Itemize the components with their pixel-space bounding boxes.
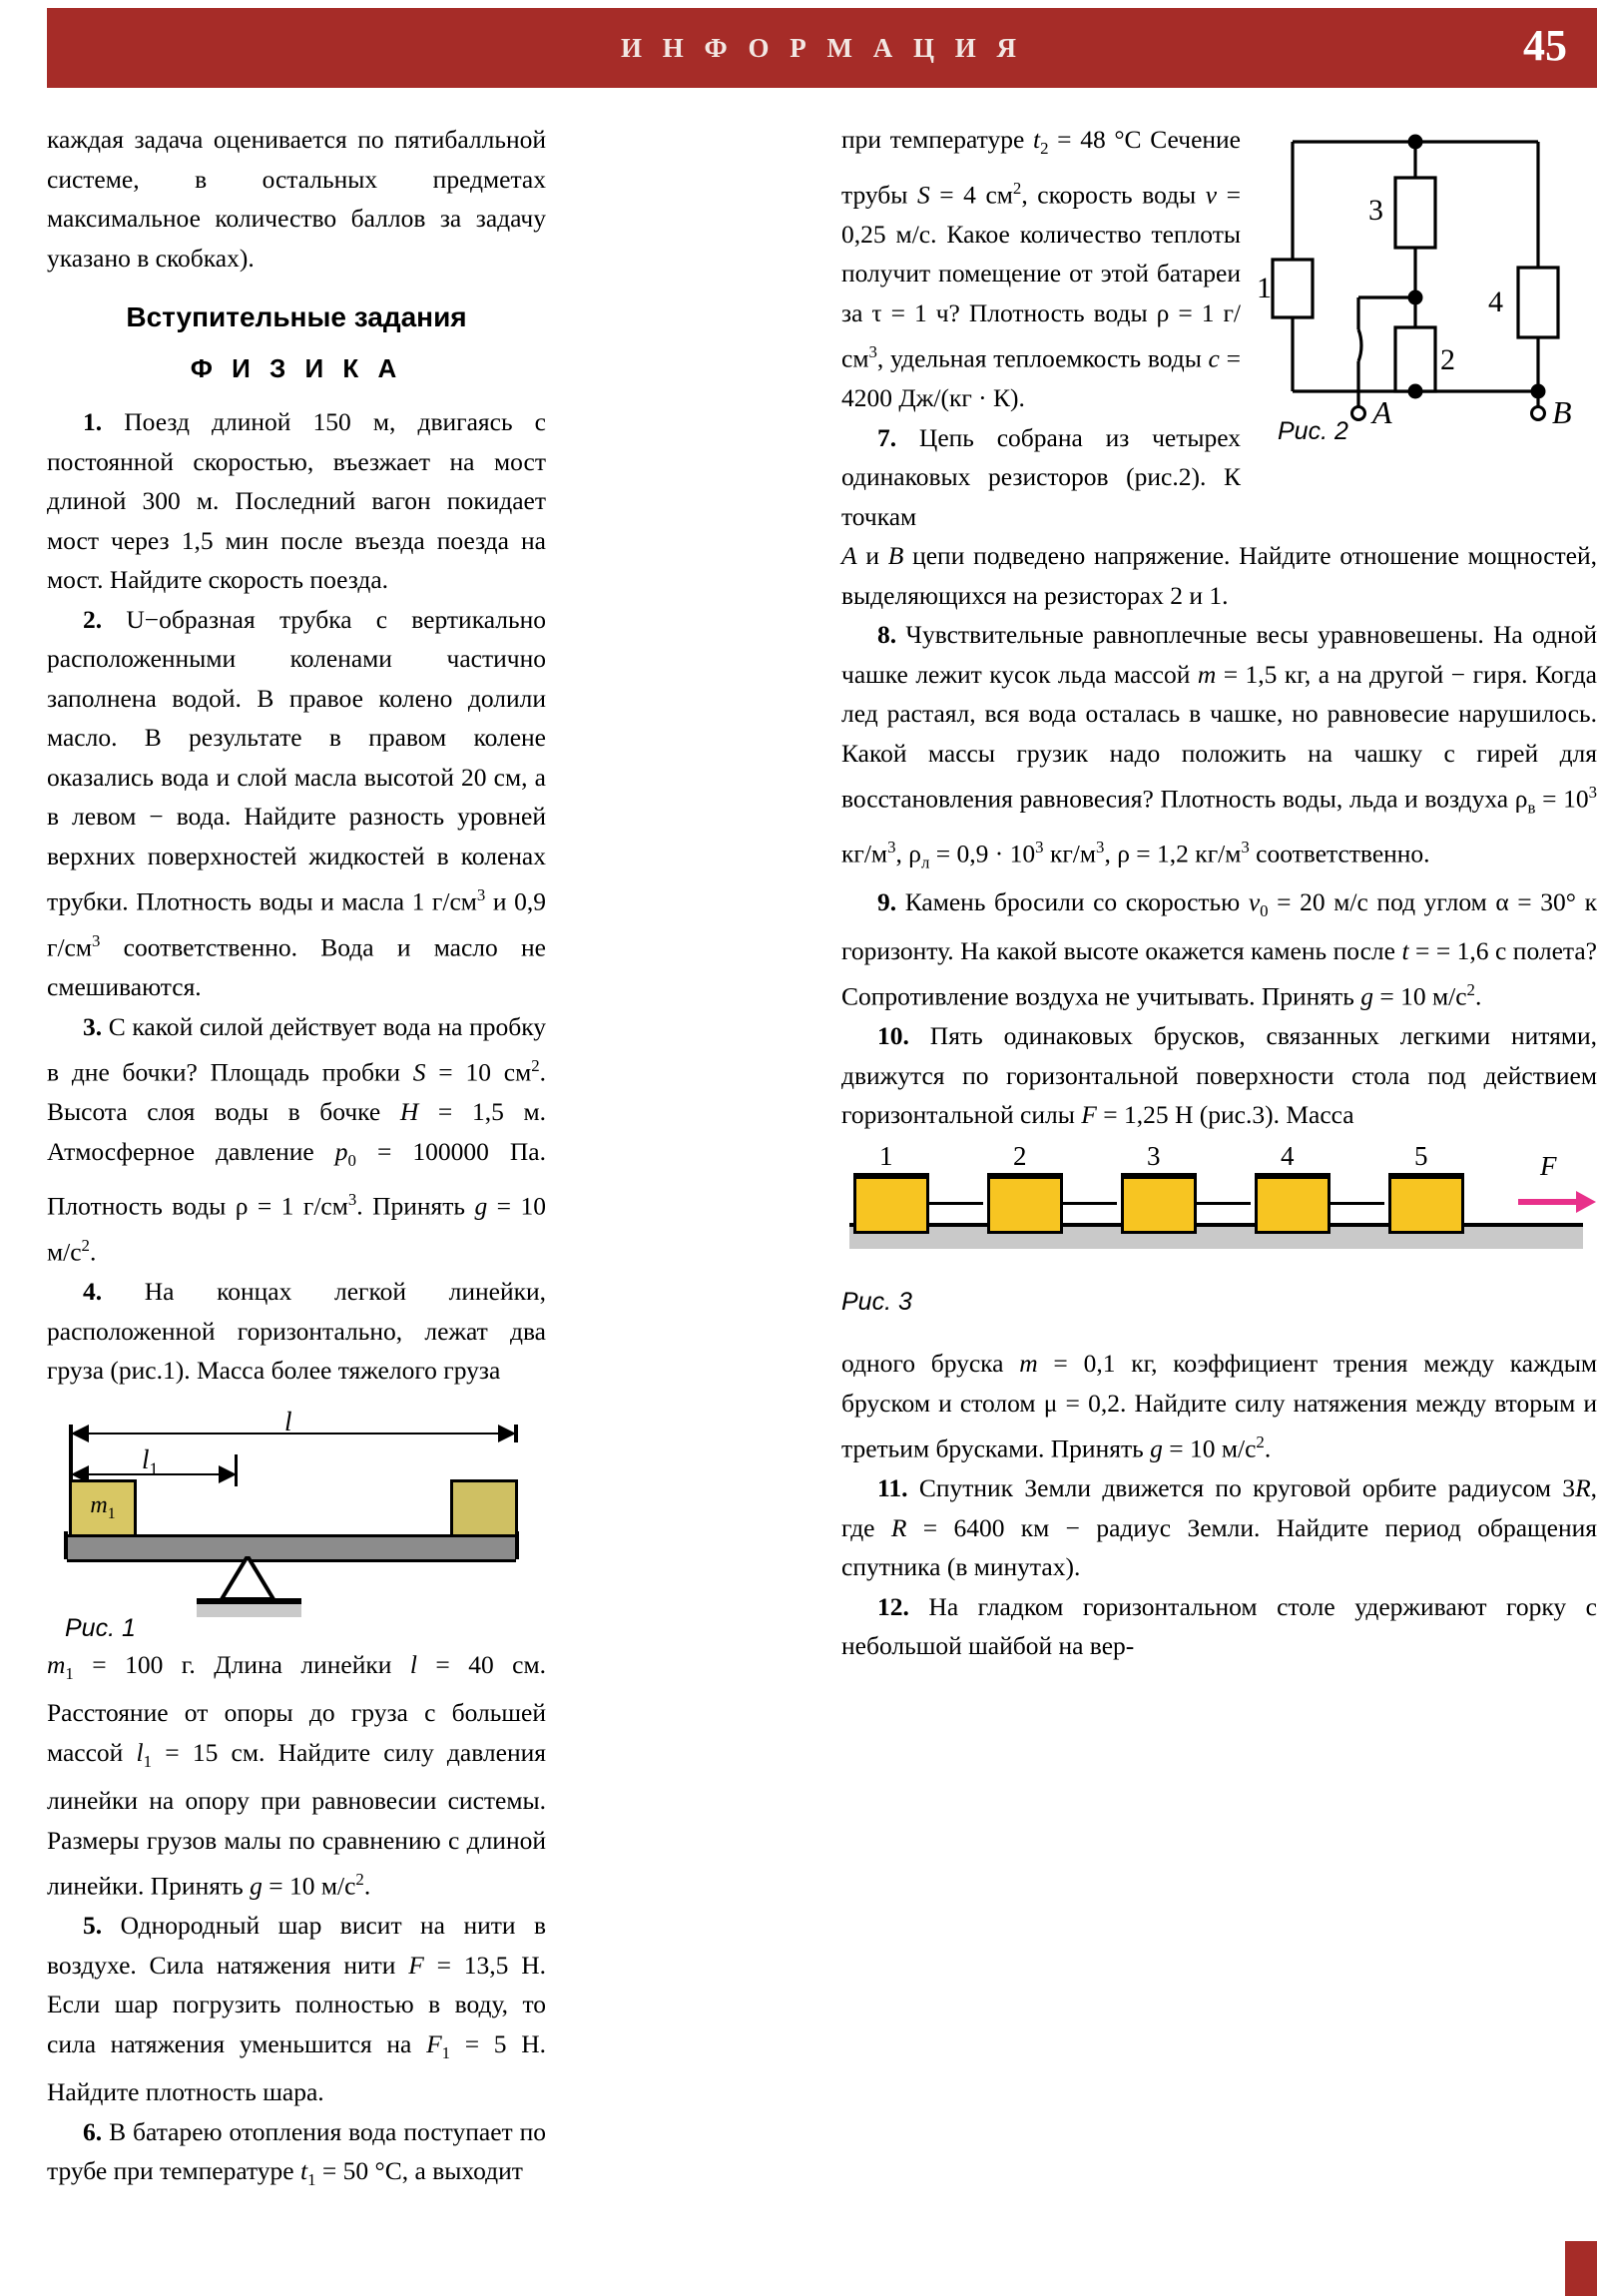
eq-rho-3: = 1 г/см — [248, 1191, 348, 1221]
problem-7-head — [841, 418, 1241, 537]
problem-text-8d: соответственно. — [1249, 839, 1430, 868]
problem-text-7a: Цепь собрана из четырех одинаковых резисторов (рис.2). К точкам — [841, 422, 1241, 531]
problem-4-end: . — [363, 1871, 371, 1901]
problem-text-2c: соответственно. Вода и масло не смешиваются. — [47, 932, 546, 1001]
problem-number-3: 3. — [83, 1011, 103, 1041]
problem-text-5a: Однородный шар висит на нити в воздухе. Сила натяжения нити — [47, 1911, 547, 1980]
eq-t2: = 48 °С — [1048, 125, 1142, 154]
eq-p: = 100000 Па. Плотность воды — [47, 1136, 546, 1221]
eq-t-9: = — [1408, 935, 1430, 965]
eq-g-3: = 10 м/с — [47, 1191, 546, 1267]
eq-v0: = 20 м/с — [1268, 887, 1368, 917]
figure1-arrowhead-l-left — [71, 1425, 89, 1442]
figure1-weight-label — [90, 1486, 115, 1533]
eq-F-10: = 1,25 Н (рис.3). Масса — [1096, 1100, 1354, 1130]
eq-S: = 10 см — [425, 1057, 532, 1087]
figure1-label-l1 — [142, 1440, 158, 1489]
problem-text-11a: Спутник Земли движется по круговой орбите радиусом 3 — [918, 1473, 1576, 1503]
unit-rho-l: кг/м — [1043, 839, 1097, 868]
problem-number-6: 6. — [83, 2116, 103, 2146]
figure1-label-l: l — [284, 1406, 292, 1436]
figure3-table-surface — [849, 1223, 1583, 1249]
eq-g-9: = 10 м/с — [1372, 981, 1467, 1011]
figure2-resistor-1 — [1273, 260, 1313, 317]
var-t2: t — [1032, 125, 1041, 154]
problem-text-10d: . — [1264, 1434, 1272, 1463]
figure3-block-1 — [853, 1173, 929, 1234]
figure1-dimension-l-line — [71, 1433, 516, 1435]
sup-rho-8: 3 — [1241, 838, 1250, 858]
problem-text-9e: . — [1474, 981, 1482, 1011]
problem-text-2a: U−образная трубка с вертикально расположенными коленами частично заполнена водой. В правое колено долили масло. В результате в правом колене оказались вода и слой масла высотой 20 см, а в левом − вода. Найдите разность уровней верхних поверхностей жидкостей в коленах трубки. Плотность воды и масла 1 г/см — [47, 604, 546, 916]
sub-m1: 1 — [65, 1663, 74, 1683]
problem-12 — [841, 1587, 1597, 1666]
figure3-label-4: 4 — [1281, 1140, 1295, 1171]
eq-alpha: = 30° — [1508, 887, 1576, 917]
sub-rho-v: в — [1527, 798, 1536, 818]
var-rho-8: ρ — [1117, 839, 1130, 868]
eq-m-10: = 0,1 кг, коэффициент трения между каждым бруском и столом — [841, 1349, 1597, 1418]
var-F-5: F — [408, 1950, 424, 1980]
sup-g-10: 2 — [1256, 1433, 1265, 1452]
figure3-label-2: 2 — [1013, 1140, 1027, 1171]
figure1-arrowhead-l1-right — [219, 1465, 237, 1483]
var-rho-3: ρ — [235, 1191, 249, 1221]
problem-6-continuation-wrap — [841, 120, 1241, 536]
eq-l1: = 15 см. Найдите силу давления линейки на опору при равновесии системы. Размеры грузов малы по сравнению с длиной линейки. Принять — [47, 1737, 546, 1901]
eq-rho-l: = 0,9 · 10 — [929, 839, 1036, 868]
eq-m1: = 100 г. Длина линейки — [73, 1649, 410, 1679]
problem-6 — [47, 2112, 546, 2200]
figure1-weight-label-m: m — [90, 1492, 108, 1519]
problem-text-11b: , где — [841, 1473, 1597, 1542]
sup-rho-3: 3 — [347, 1190, 357, 1210]
problem-8 — [841, 615, 1597, 882]
figure2-terminal-b-label: B — [1552, 394, 1572, 429]
figure2-node-bottom — [1408, 384, 1423, 399]
intro-paragraph: каждая задача оценивается по пятибалльной системе, в остальных предметах максимальное количество баллов за задачу указано в скобках). — [47, 125, 546, 273]
page-header-title: И Н Ф О Р М А Ц И Я — [621, 32, 1023, 63]
var-m-8: m — [1197, 659, 1217, 689]
figure1-label-l1-sub: 1 — [149, 1457, 159, 1478]
problem-text-8c: , — [1104, 839, 1118, 868]
var-F1-5: F — [426, 2028, 442, 2058]
sup-rho-l: 3 — [1035, 838, 1044, 858]
section-heading: Вступительные задания — [126, 301, 467, 332]
sup-g-3: 2 — [81, 1236, 90, 1256]
figure3-force-label: F — [1540, 1150, 1557, 1181]
problem-11 — [841, 1468, 1597, 1587]
sub-t1: 1 — [307, 2170, 316, 2190]
var-m1: m — [47, 1649, 66, 1679]
discipline-heading: Ф И З И К А — [190, 352, 403, 383]
var-m-10: m — [1019, 1349, 1038, 1379]
var-A-7: A — [841, 541, 857, 571]
var-H: H — [399, 1097, 419, 1126]
figure2-resistor-2 — [1395, 327, 1435, 391]
problem-9 — [841, 882, 1597, 1016]
figure2-resistor-2-label: 2 — [1440, 343, 1455, 376]
problem-text-6b: , а выходит — [401, 2156, 523, 2186]
p6c-text-e: Плотность воды — [959, 297, 1157, 327]
problem-1 — [47, 402, 546, 600]
problem-text-7b: и — [856, 541, 888, 571]
sup-rho-v: 3 — [1588, 783, 1597, 803]
eq-l: = 40 см. Расстояние от опоры до груза с большей массой — [47, 1649, 546, 1767]
figure1-arrowhead-l-right — [498, 1425, 516, 1442]
problem-number-5: 5. — [83, 1911, 103, 1941]
problem-number-7: 7. — [877, 422, 897, 452]
problem-number-12: 12. — [877, 1591, 909, 1621]
eq-v-6: = 0,25 м/с — [841, 180, 1241, 249]
problem-7-cont — [841, 536, 1597, 615]
unit-rho-v: кг/м — [841, 839, 888, 868]
problem-text-10c: . Найдите силу натяжения между вторым и третьим брусками. Принять — [841, 1388, 1597, 1463]
var-mu-10: μ — [1043, 1388, 1058, 1418]
figure3-label-5: 5 — [1414, 1140, 1428, 1171]
figure1-label-l1-var: l — [142, 1443, 150, 1474]
figure1-fulcrum-icon — [220, 1556, 275, 1601]
problem-number-8: 8. — [877, 620, 897, 650]
figure1-ruler-beam — [67, 1534, 516, 1562]
sub-l1: 1 — [143, 1751, 153, 1771]
var-F-10: F — [1081, 1100, 1097, 1130]
sub-rho-l: л — [920, 853, 930, 872]
var-alpha: α — [1495, 887, 1509, 917]
problem-text-8a: Чувствительные равноплечные весы уравновешены. На одной чашке лежит кусок льда массой — [841, 620, 1597, 689]
figure2-resistor-4-label: 4 — [1488, 286, 1503, 318]
eq-mu-10: = 0,2 — [1057, 1388, 1120, 1418]
sup-S: 2 — [531, 1056, 540, 1075]
problem-text-2b: и 0,9 г/см — [47, 886, 546, 962]
problem-text-9a: Камень бросили со скоростью — [904, 887, 1249, 917]
var-R2: R — [890, 1512, 907, 1542]
figure1-support-block — [197, 1604, 301, 1617]
var-R1: R — [1575, 1473, 1591, 1503]
problem-text-9d: = 1,6 с полета? Сопротивление воздуха не учитывать. Принять — [841, 935, 1597, 1011]
figure2-terminal-a-icon — [1352, 407, 1365, 420]
var-v0: v — [1248, 887, 1261, 917]
figure2-terminal-a-label: A — [1372, 394, 1392, 429]
problem-text-7c: цепи подведено напряжение. Найдите отношение мощностей, выделяющихся на резисторах 2 и 1. — [841, 541, 1597, 610]
figure-2-circuit — [1251, 120, 1580, 429]
figure2-caption: Рис. 2 — [1278, 417, 1348, 445]
problem-text-4-pre: На концах легкой линейки, расположенной горизонтально, лежат два груза (рис.1). Масса более тяжелого груза — [47, 1277, 546, 1386]
problem-text-10b: одного бруска — [841, 1349, 1020, 1379]
problem-5 — [47, 1906, 546, 2112]
problem-3 — [47, 1007, 546, 1273]
var-g-3: g — [474, 1191, 488, 1221]
figure2-resistor-4 — [1518, 268, 1558, 337]
figure1-right-weight — [450, 1479, 518, 1542]
var-rho-l: ρ — [908, 839, 921, 868]
figure1-weight-label-sub: 1 — [107, 1505, 116, 1523]
var-tau: τ — [871, 297, 882, 327]
problem-number-10: 10. — [877, 1021, 909, 1051]
problem-2-sup1: 3 — [476, 885, 486, 904]
figure1-caption: Рис. 1 — [65, 1613, 136, 1642]
eq-F1-5: = 5 Н. Найдите плотность шара. — [47, 2028, 546, 2107]
p6c-text-f: , удельная теплоемкость воды — [876, 343, 1209, 373]
figure2-terminal-b-icon — [1532, 407, 1545, 420]
figure3-block-2 — [987, 1173, 1063, 1234]
p6c-text-a: при температуре — [841, 125, 1033, 154]
p6c-text-c: , скорость воды — [1021, 180, 1206, 210]
page-corner-mark — [1565, 2241, 1597, 2296]
problem-10-before-figure — [841, 1016, 1597, 1135]
var-v-6: v — [1205, 180, 1218, 210]
eq-S-6: = 4 см — [929, 180, 1013, 210]
problem-number-4: 4. — [83, 1277, 103, 1307]
sup-S-6: 2 — [1012, 178, 1022, 198]
problem-text-12: На гладком горизонтальном столе удерживают горку с небольшой шайбой на вер- — [841, 1591, 1597, 1661]
figure2-resistor-3 — [1395, 178, 1435, 248]
sub-p: 0 — [347, 1150, 356, 1170]
eq-t1: = 50 °С — [315, 2156, 402, 2186]
p6c-text-b: Сечение трубы — [841, 125, 1241, 210]
eq-g-10: = 10 м/с — [1162, 1434, 1257, 1463]
sup-g-4: 2 — [355, 1870, 364, 1890]
problem-text-3c: . Принять — [356, 1191, 475, 1221]
figure3-caption: Рис. 3 — [841, 1287, 912, 1316]
sub-v0: 0 — [1260, 901, 1269, 921]
problem-text-8b: , — [895, 839, 909, 868]
eq-tau: = 1 ч? — [881, 297, 960, 327]
problem-text-9b: под углом — [1367, 887, 1496, 917]
problem-4-before-figure — [47, 1272, 546, 1391]
figure2-node-mid — [1408, 290, 1423, 305]
problem-text-3d: . — [89, 1237, 97, 1267]
var-t1: t — [300, 2156, 308, 2186]
eq-F-5: = 13,5 Н. Если шар погрузить полностью в воду, то сила натяжения уменьшится на — [47, 1950, 546, 2058]
figure2-wire-hop-icon — [1358, 329, 1361, 361]
var-g-10: g — [1150, 1434, 1163, 1463]
eq-R: = 6400 км − радиус Земли. Найдите период обращения спутника (в минутах). — [841, 1512, 1597, 1582]
var-rho-v: ρ — [1514, 784, 1528, 814]
sub-F1-5: 1 — [441, 2042, 451, 2062]
left-column — [47, 120, 546, 2200]
figure3-block-3 — [1121, 1173, 1197, 1234]
problem-text-3a: С какой силой действует вода на пробку в дне бочки? Площадь пробки — [47, 1011, 546, 1087]
problem-number-2: 2. — [83, 604, 103, 634]
sup-g-9: 2 — [1466, 980, 1475, 1000]
problem-6-continuation — [841, 120, 1241, 418]
problem-text-3b: . Высота слоя воды в бочке — [47, 1057, 547, 1126]
var-c-6: c — [1208, 343, 1220, 373]
figure1-left-weight — [69, 1479, 137, 1542]
problem-number-1: 1. — [83, 407, 103, 436]
eq-m-8: = 1,5 кг, а на другой − гиря. Когда лед растаял, вся вода осталась в чашке, но равновесие нарушилось. Какой массы грузик надо положить на чашку с гирей для восстановления равновесия? Плотность воды, льда и воздуха — [841, 659, 1597, 814]
page-header-bar — [47, 8, 1597, 88]
var-rho-6: ρ — [1156, 297, 1170, 327]
figure3-block-4 — [1255, 1173, 1331, 1234]
problem-text-6a: В батарею отопления вода поступает по трубе при температуре — [47, 2116, 547, 2186]
var-l: l — [409, 1649, 417, 1679]
eq-H: = 1,5 м. Атмосферное давление — [47, 1097, 546, 1166]
sup-unit-v: 3 — [887, 838, 896, 858]
eq-c-6: = 4200 Дж/(кг · К). — [841, 343, 1241, 413]
var-t-9: t — [1401, 935, 1409, 965]
var-B-7: B — [887, 541, 904, 571]
figure2-node-right — [1531, 384, 1546, 399]
problem-2-sup2: 3 — [92, 931, 101, 950]
problem-number-11: 11. — [877, 1473, 908, 1503]
problem-2 — [47, 600, 546, 1007]
figure1-beam-end-left — [64, 1531, 68, 1559]
figure2-circuit-svg — [1251, 120, 1580, 429]
eq-rho-v: = 10 — [1535, 784, 1589, 814]
figure2-resistor-3-label: 3 — [1368, 194, 1383, 227]
sup-rho-6: 3 — [868, 342, 877, 362]
problem-4-after-figure — [47, 1645, 546, 1907]
eq-rho-8: = 1,2 кг/м — [1129, 839, 1242, 868]
figure-3-blocks — [841, 1140, 1597, 1285]
sup-unit-l: 3 — [1096, 838, 1105, 858]
eq-g-4: = 10 м/с — [262, 1871, 356, 1901]
figure3-block-5 — [1388, 1173, 1464, 1234]
var-l1: l — [136, 1737, 144, 1767]
figure3-label-3: 3 — [1147, 1140, 1161, 1171]
figure3-label-1: 1 — [879, 1140, 893, 1171]
eq-rho-6: = 1 г/см — [841, 297, 1241, 373]
figure2-resistor-1-label: 1 — [1257, 272, 1272, 304]
problem-text-10a: Пять одинаковых брусков, связанных легкими нитями, движутся по горизонтальной поверхности стола под действием горизонтальной силы — [841, 1021, 1597, 1130]
problem-text-9c: к горизонту. На какой высоте окажется камень после — [841, 887, 1597, 965]
figure2-node-top — [1408, 135, 1423, 150]
problem-number-9: 9. — [877, 887, 897, 917]
problem-10-after-figure — [841, 1344, 1597, 1468]
var-p: p — [334, 1136, 348, 1166]
var-g-9: g — [1360, 981, 1373, 1011]
figure3-force-arrow-head — [1576, 1191, 1596, 1213]
figure1-beam-end-right — [515, 1531, 519, 1559]
page-number: 45 — [1523, 21, 1567, 70]
var-g-4: g — [250, 1871, 263, 1901]
var-S: S — [412, 1057, 426, 1087]
var-S-6: S — [916, 180, 930, 210]
p6c-text-d: . Какое количество теплоты получит помещение от этой батареи за — [841, 219, 1241, 327]
sub-t2: 2 — [1040, 139, 1049, 159]
figure-1-lever — [47, 1405, 546, 1642]
problem-text-1: Поезд длиной 150 м, двигаясь с постоянной скоростью, въезжает на мост длиной 300 м. Последний вагон покидает мост через 1,5 мин после въезда поезда на мост. Найдите скорость поезда. — [47, 407, 547, 594]
figure3-force-arrow-shaft — [1518, 1199, 1582, 1205]
